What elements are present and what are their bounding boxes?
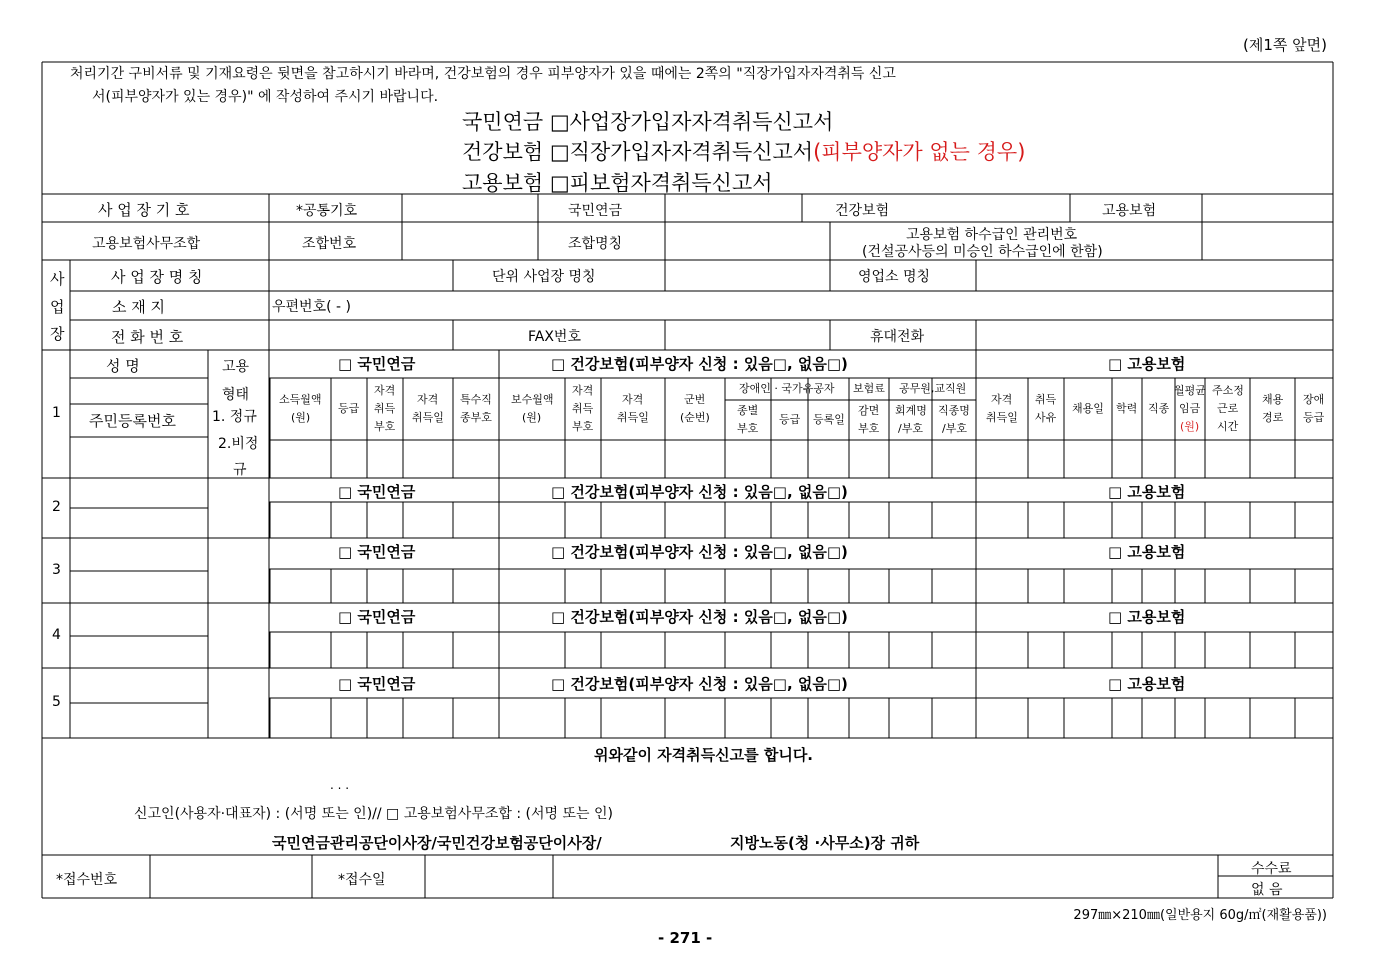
- name-label: 성 명: [106, 357, 140, 375]
- employment-col: 사유: [1035, 411, 1057, 424]
- unit-name-label: 단위 사업장 명칭: [492, 269, 596, 285]
- pension-header: □ 국민연금: [338, 483, 416, 501]
- health-group-disabled: 장애인 · 국가유공자: [739, 382, 835, 395]
- employment-col: 등급: [1303, 411, 1325, 424]
- health-header: □ 건강보험(피부양자 신청 : 있음□, 없음□): [551, 483, 848, 501]
- row-number: 2: [52, 499, 61, 515]
- pension-col: 취득일: [412, 411, 444, 424]
- notice-line-1: 처리기간 구비서류 및 기재요령은 뒷면을 참고하시기 바라며, 건강보험의 경우 피부양자가 있을 때에는 2쪽의 "직장가입자자격취득 신고: [70, 66, 896, 82]
- fee-label: 수수료: [1251, 861, 1292, 877]
- health-code-label: 건강보험: [835, 203, 890, 219]
- pension-col: 종부호: [460, 411, 492, 424]
- row-number: 5: [52, 694, 61, 710]
- pension-col: 취득: [374, 402, 396, 415]
- employment-col: 직종: [1148, 402, 1170, 415]
- pension-col: (원): [291, 411, 311, 424]
- employment-col: 월평균: [1174, 384, 1206, 397]
- employment-col: 자격: [991, 393, 1013, 406]
- employment-col: 채용: [1262, 393, 1284, 406]
- pension-header: □ 국민연금: [338, 608, 416, 626]
- subcon-label-1: 고용보험 하수급인 관리번호: [906, 227, 1078, 243]
- employment-col: 학력: [1116, 402, 1138, 415]
- health-premium-col: 부호: [858, 422, 880, 435]
- date-dots: . . .: [330, 778, 350, 792]
- pension-header: □ 국민연금: [338, 355, 416, 373]
- row-number: 3: [52, 562, 61, 578]
- declaration-statement: 위와같이 자격취득신고를 합니다.: [594, 746, 814, 764]
- reporter-line: 신고인(사용자·대표자) : (서명 또는 인)// □ 고용보험사무조합 : (서명 또는 인): [134, 806, 613, 822]
- id-number-label: 주민등록번호: [89, 412, 176, 430]
- emp-type-3: 1. 정규: [212, 409, 257, 425]
- employment-col: 채용일: [1072, 402, 1104, 415]
- pension-code-label: 국민연금: [568, 203, 623, 219]
- address-label: 소 재 지: [112, 298, 166, 316]
- employment-col: 근로: [1217, 402, 1239, 415]
- common-code-label: *공통기호: [296, 203, 358, 219]
- employment-col: 시간: [1217, 420, 1239, 433]
- health-group-official: 공무원,교직원: [899, 382, 967, 395]
- biz-name-label: 사 업 장 명 칭: [111, 268, 203, 286]
- title-health-text: 건강보험 □직장가입자자격취득신고서: [462, 140, 814, 164]
- title-health: [462, 136, 1025, 166]
- receipt-date-label: *접수일: [338, 872, 386, 888]
- biz-code-label: 사 업 장 기 호: [98, 201, 190, 219]
- health-col: 취득일: [617, 411, 649, 424]
- paper-spec: 297㎜×210㎜(일반용지 60g/㎡(재활용품)): [1073, 908, 1327, 923]
- title-employment: 고용보험 □피보험자격취득신고서: [462, 171, 773, 195]
- receipt-no-label: *접수번호: [56, 872, 118, 888]
- health-header: □ 건강보험(피부양자 신청 : 있음□, 없음□): [551, 608, 848, 626]
- employment-header: □ 고용보험: [1108, 608, 1186, 626]
- title-health-note: (피부양자가 없는 경우): [813, 140, 1026, 164]
- page-number: - 271 -: [658, 929, 713, 947]
- employment-header: □ 고용보험: [1108, 355, 1186, 373]
- page-label: (제1쪽 앞면): [1243, 36, 1327, 54]
- employment-col: 장애: [1303, 393, 1325, 406]
- emp-type-1: 고용: [222, 359, 250, 375]
- health-header: □ 건강보험(피부양자 신청 : 있음□, 없음□): [551, 543, 848, 561]
- health-official-col: 직종명: [938, 404, 970, 417]
- phone-label: 전 화 번 호: [111, 328, 184, 346]
- addressee-a: 국민연금관리공단이사장/국민건강보험공단이사장/: [272, 834, 602, 852]
- employment-header: □ 고용보험: [1108, 675, 1186, 693]
- fee-value: 없 음: [1251, 882, 1283, 898]
- health-premium-col: 감면: [858, 404, 880, 417]
- health-disabled-col: 등록일: [813, 413, 845, 426]
- employment-header: □ 고용보험: [1108, 543, 1186, 561]
- emp-type-2: 형태: [222, 387, 250, 403]
- notice-line-2: 서(피부양자가 있는 경우)" 에 작성하여 주시기 바랍니다.: [92, 89, 439, 105]
- health-col: 군번: [684, 393, 706, 406]
- pension-col: 등급: [338, 402, 360, 415]
- title-pension: 국민연금 □사업장가입자자격취득신고서: [462, 110, 834, 134]
- pension-col: 자격: [417, 393, 439, 406]
- employment-col: 임금: [1179, 402, 1201, 415]
- pension-col: 소득월액: [279, 393, 322, 406]
- pension-header: □ 국민연금: [338, 675, 416, 693]
- health-disabled-col: 등급: [779, 413, 801, 426]
- employment-code-label: 고용보험: [1102, 203, 1157, 219]
- employment-col: 취득: [1035, 393, 1057, 406]
- pension-col: 특수직: [460, 393, 492, 406]
- health-official-col: /부호: [942, 422, 967, 435]
- health-col: 자격: [572, 384, 594, 397]
- health-disabled-col: 종별: [737, 404, 759, 417]
- row-number: 1: [52, 405, 61, 421]
- row-number: 4: [52, 627, 61, 643]
- health-group-premium: 보험료: [853, 382, 885, 395]
- employment-col: 경로: [1262, 411, 1284, 424]
- health-col: 자격: [622, 393, 644, 406]
- union-name-label: 조합명칭: [568, 236, 623, 252]
- side-label-2: 업: [50, 298, 65, 316]
- emp-type-5: 규: [233, 462, 247, 478]
- health-header: □ 건강보험(피부양자 신청 : 있음□, 없음□): [551, 355, 848, 373]
- branch-name-label: 영업소 명칭: [858, 269, 931, 285]
- pension-col: 부호: [374, 420, 396, 433]
- employment-col: 주소정: [1212, 384, 1244, 397]
- fax-label: FAX번호: [528, 329, 581, 345]
- side-label-1: 사: [50, 270, 65, 288]
- health-col: 부호: [572, 420, 594, 433]
- mobile-label: 휴대전화: [870, 329, 925, 345]
- union-no-label: 조합번호: [302, 236, 357, 252]
- side-label-3: 장: [50, 325, 65, 343]
- pension-header: □ 국민연금: [338, 543, 416, 561]
- addressee-b: 지방노동(청 ·사무소)장 귀하: [730, 834, 920, 852]
- employment-col: (원): [1180, 420, 1200, 433]
- health-header: □ 건강보험(피부양자 신청 : 있음□, 없음□): [551, 675, 848, 693]
- health-col: (순번): [680, 411, 710, 424]
- health-official-col: /부호: [898, 422, 923, 435]
- health-col: 보수월액: [511, 393, 554, 406]
- health-official-col: 회계명: [895, 404, 927, 417]
- union-label: 고용보험사무조합: [92, 236, 201, 252]
- subcon-label-2: (건설공사등의 미승인 하수급인에 한함): [862, 244, 1103, 260]
- postal-code: 우편번호( - ): [272, 299, 351, 315]
- employment-col: 취득일: [986, 411, 1018, 424]
- health-col: (원): [522, 411, 542, 424]
- health-disabled-col: 부호: [737, 422, 759, 435]
- health-col: 취득: [572, 402, 594, 415]
- pension-col: 자격: [374, 384, 396, 397]
- emp-type-4: 2.비정: [218, 436, 259, 452]
- employment-header: □ 고용보험: [1108, 483, 1186, 501]
